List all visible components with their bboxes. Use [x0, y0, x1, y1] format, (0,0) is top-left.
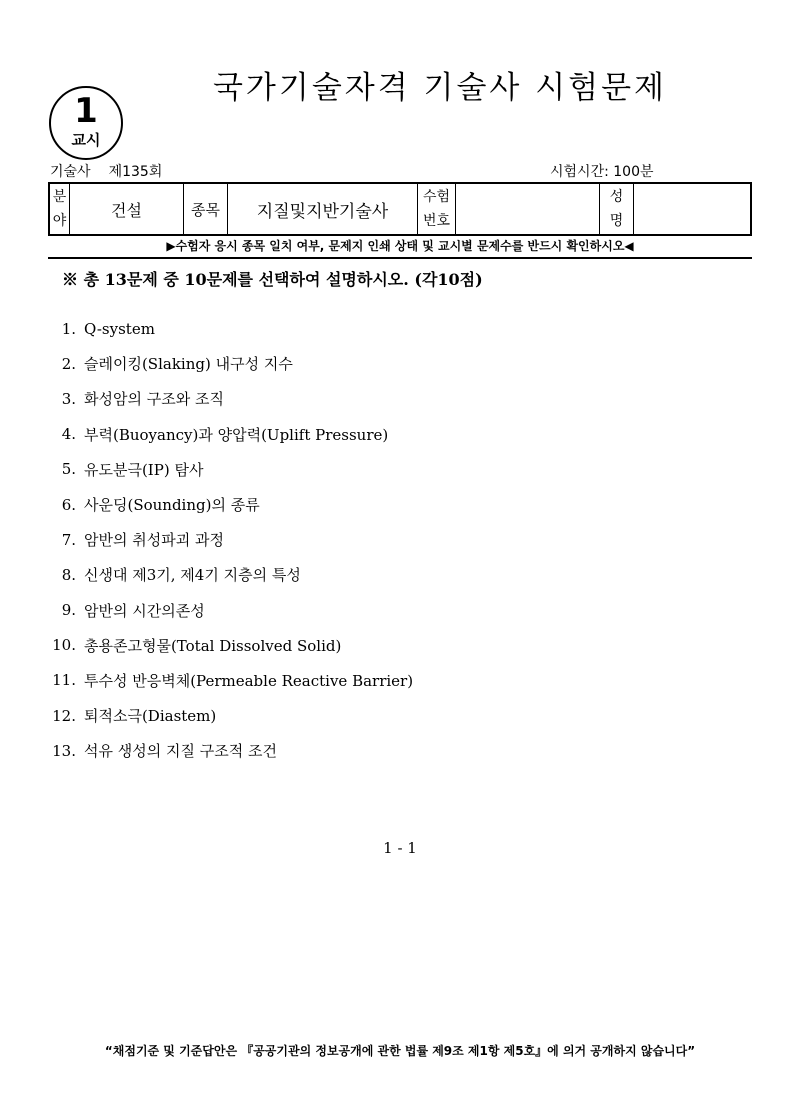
question-text: 슬레이킹(Slaking) 내구성 지수	[84, 355, 293, 374]
question-list	[40, 311, 740, 768]
type-value: 지질및지반기술사	[228, 184, 418, 234]
question-number: 7.	[61, 530, 76, 549]
question-text: 부력(Buoyancy)과 양압력(Uplift Pressure)	[84, 425, 389, 444]
name-label-top: 성	[609, 189, 624, 205]
question-item	[40, 628, 740, 663]
page-title: 국가기술자격 기술사 시험문제	[212, 70, 667, 106]
question-item	[40, 557, 740, 592]
question-text: 유도분극(IP) 탐사	[84, 460, 204, 479]
session-label: 교시	[71, 131, 101, 149]
question-text: 암반의 시간의존성	[84, 601, 205, 620]
name-field[interactable]	[634, 184, 750, 234]
exam-number-field[interactable]	[456, 184, 600, 234]
question-number: 1.	[61, 319, 76, 338]
field-label-cell	[50, 184, 70, 234]
question-number: 9.	[61, 601, 76, 620]
exam-time: 시험시간: 100분	[550, 164, 654, 180]
question-item	[40, 487, 740, 522]
session-number: 1	[74, 91, 98, 131]
question-text: 투수성 반응벽체(Permeable Reactive Barrier)	[84, 671, 414, 690]
question-item	[40, 593, 740, 628]
question-text: 화성암의 구조와 조직	[84, 390, 224, 409]
exam-category: 기술사	[50, 164, 91, 180]
question-number: 13.	[52, 741, 76, 760]
field-value: 건설	[70, 184, 184, 234]
question-number: 5.	[61, 460, 76, 479]
name-label-bottom: 명	[609, 213, 624, 229]
question-item	[40, 311, 740, 346]
question-text: 총용존고형물(Total Dissolved Solid)	[84, 636, 342, 655]
question-number: 11.	[52, 671, 76, 690]
question-text: Q-system	[84, 319, 155, 338]
question-item	[40, 522, 740, 557]
page-number: 1 - 1	[383, 839, 417, 857]
question-text: 신생대 제3기, 제4기 지층의 특성	[84, 566, 301, 585]
exam-meta-left	[50, 163, 162, 181]
footer-disclaimer: “채점기준 및 기준답안은 『공공기관의 정보공개에 관한 법률 제9조 제1항 제5호』에 의거 공개하지 않습니다”	[104, 1044, 696, 1058]
exam-number-label-top: 수험	[422, 189, 451, 205]
question-text: 암반의 취성파괴 과정	[84, 531, 224, 550]
field-label-bottom: 야	[52, 213, 67, 229]
question-item	[40, 663, 740, 698]
question-item	[40, 417, 740, 452]
question-text: 사운딩(Sounding)의 종류	[84, 496, 260, 515]
examinee-notice: ▶수험자 응시 종목 일치 여부, 문제지 인쇄 상태 및 교시별 문제수를 반드시 확인하시오◀	[166, 239, 634, 253]
question-number: 3.	[61, 389, 76, 408]
question-number: 8.	[61, 565, 76, 584]
exam-number-label-cell	[418, 184, 456, 234]
divider	[48, 257, 752, 259]
question-text: 석유 생성의 지질 구조적 조건	[84, 742, 277, 761]
question-number: 6.	[61, 495, 76, 514]
session-badge	[49, 86, 123, 160]
name-label-cell	[600, 184, 634, 234]
question-number: 2.	[61, 354, 76, 373]
question-number: 4.	[61, 425, 76, 444]
instruction: ※ 총 13문제 중 10문제를 선택하여 설명하시오. (각10점)	[62, 270, 483, 289]
question-item	[40, 698, 740, 733]
question-item	[40, 346, 740, 381]
question-text: 퇴적소극(Diastem)	[84, 707, 217, 726]
question-number: 10.	[52, 636, 76, 655]
question-number: 12.	[52, 706, 76, 725]
exam-info-table	[48, 182, 752, 236]
exam-round: 제135회	[108, 164, 163, 180]
exam-number-label-bottom: 번호	[422, 213, 451, 229]
question-item	[40, 381, 740, 416]
field-label-top: 분	[52, 189, 67, 205]
type-label: 종목	[184, 184, 228, 234]
question-item	[40, 452, 740, 487]
question-item	[40, 733, 740, 768]
